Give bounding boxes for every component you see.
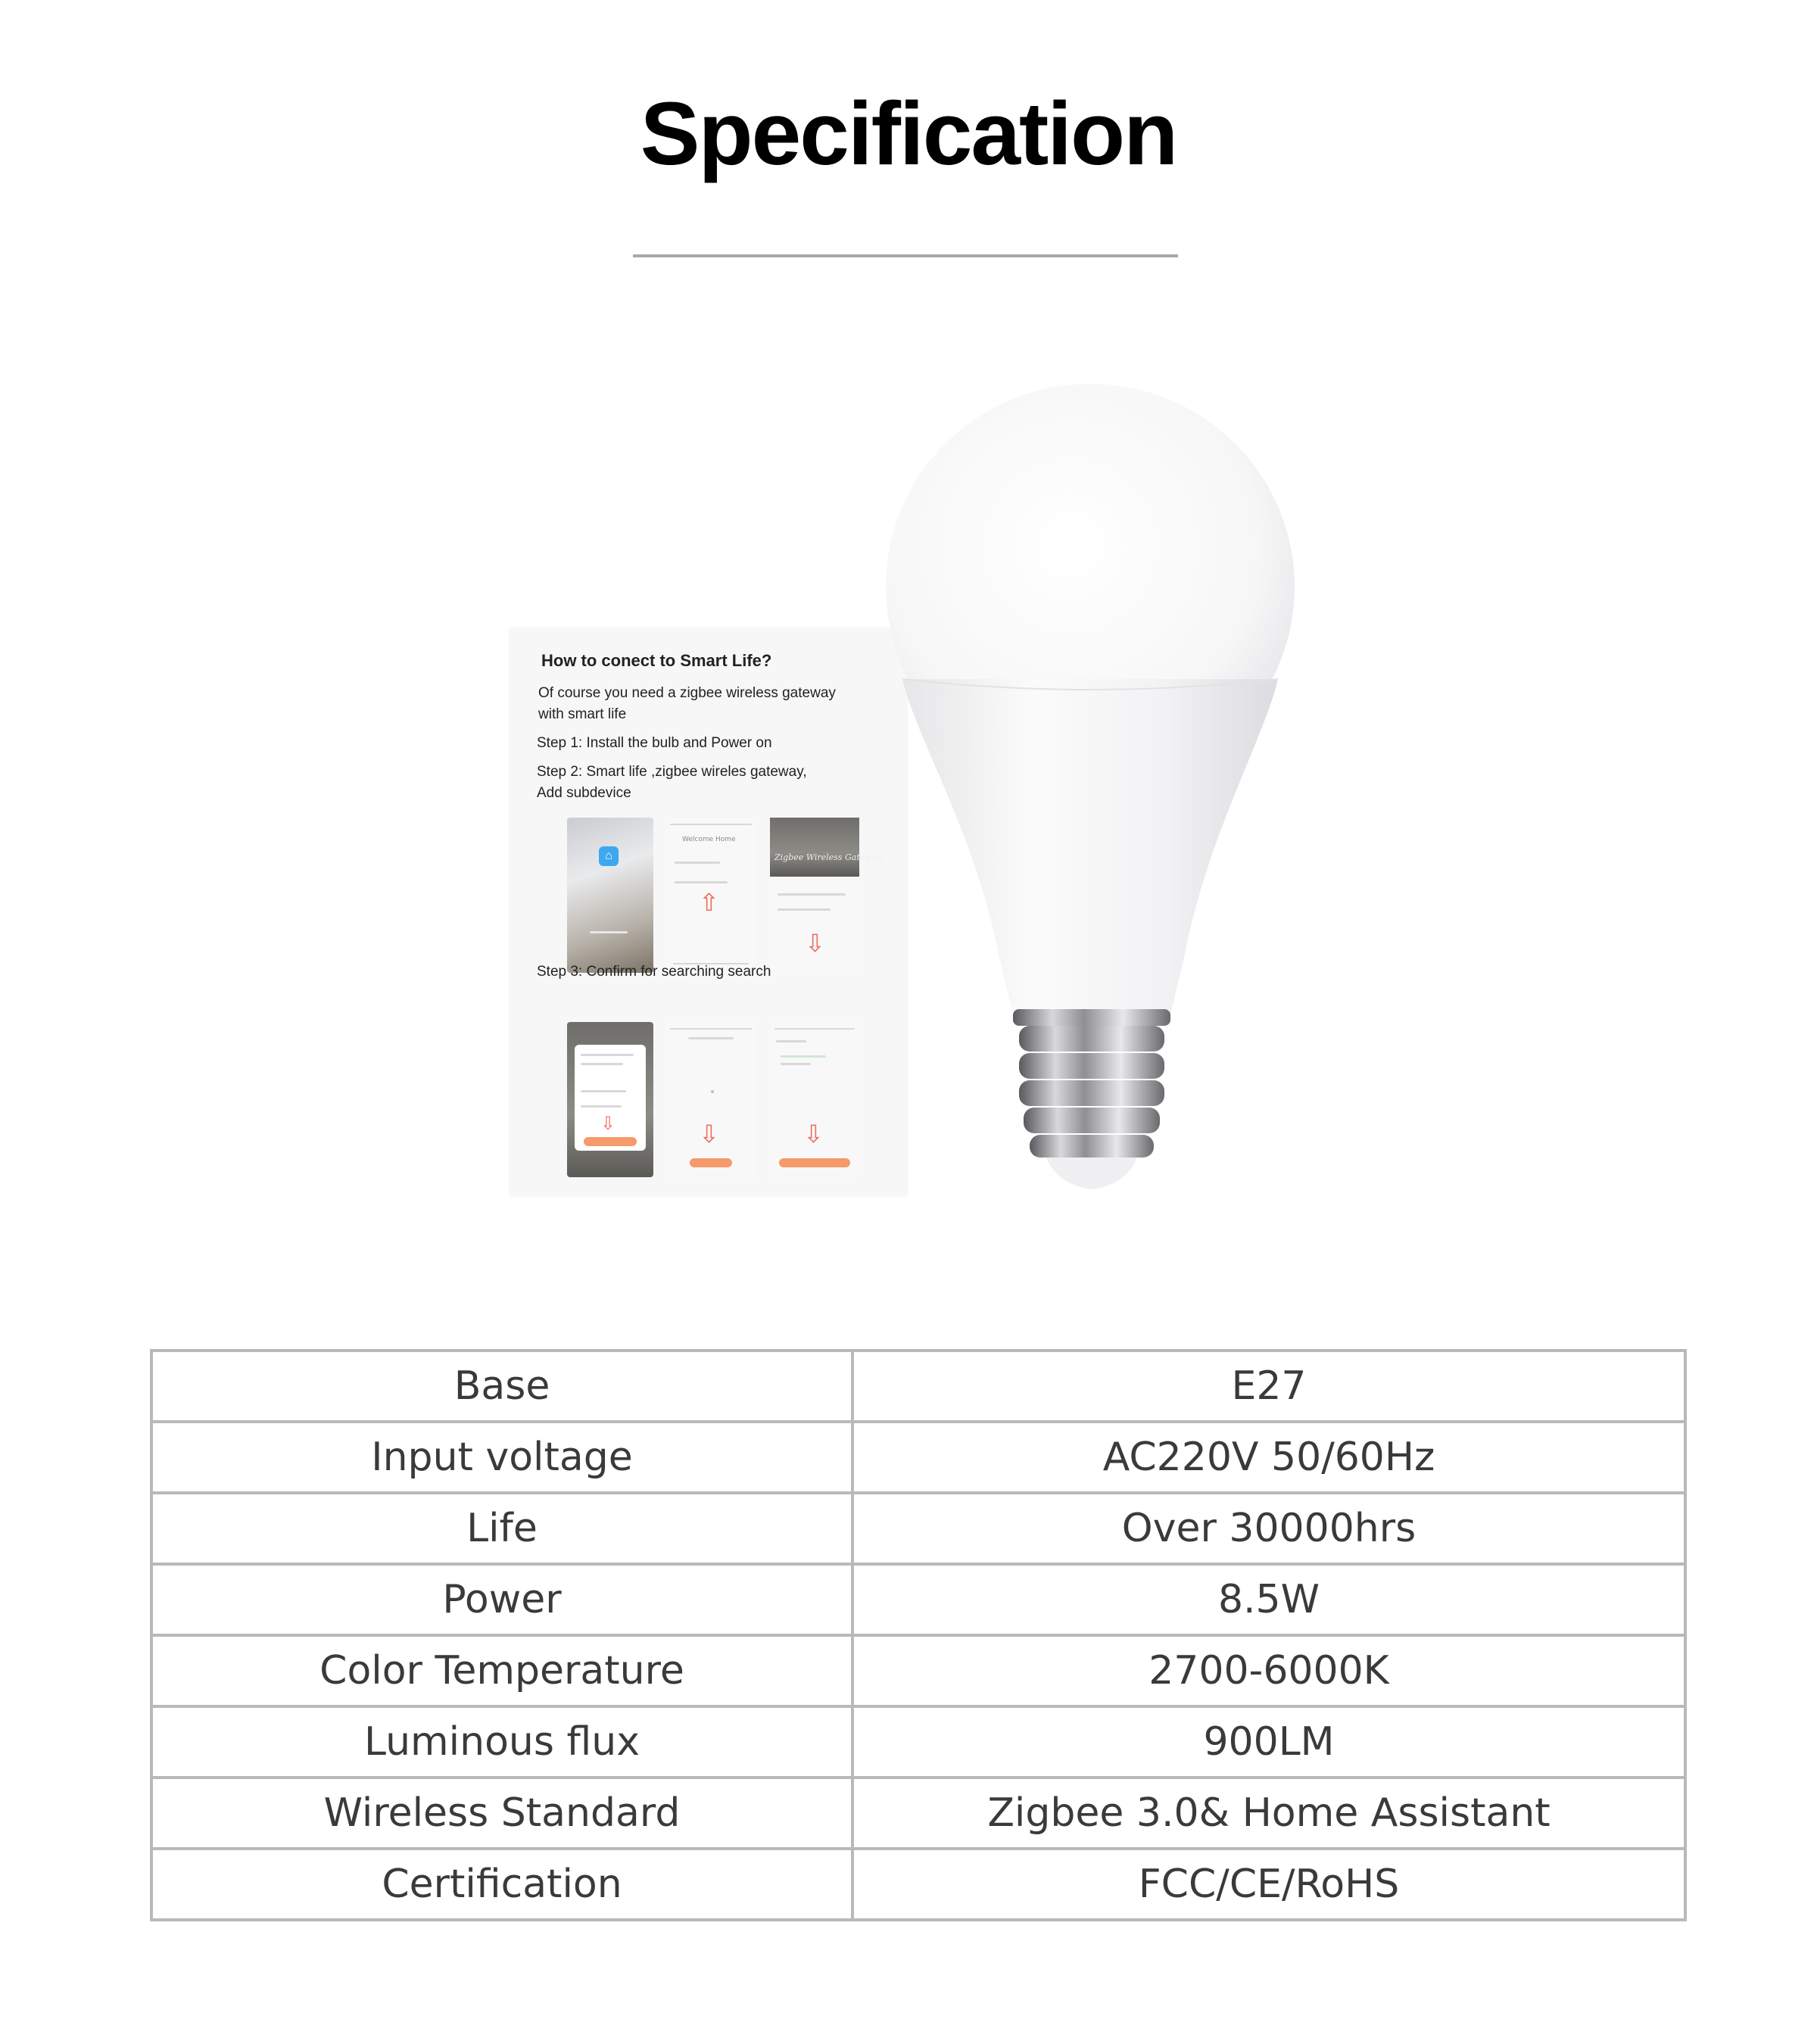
welcome-home-text: Welcome Home [682,836,736,843]
specification-table [150,1349,1687,1921]
bulb-screw-thread [1019,1026,1164,1158]
manual-title: How to conect to Smart Life? [541,651,772,670]
spec-value: Zigbee 3.0& Home Assistant [852,1778,1685,1849]
table-row [151,1564,1685,1635]
spec-label: Power [151,1564,852,1635]
app-store-screenshot [567,818,653,973]
spec-value: E27 [852,1351,1685,1422]
manual-step1: Step 1: Install the bulb and Power on [537,735,772,751]
spec-value: Over 30000hrs [852,1493,1685,1564]
gateway-overlay-label: Zigbee Wireless Gateway [774,852,882,862]
manual-intro-line1: Of course you need a zigbee wireless gateway [538,685,836,701]
app-home-screenshot [665,818,756,973]
bulb-base-collar [1013,1009,1170,1026]
searching-screenshot [665,1022,756,1177]
bulb-body [902,679,1278,1014]
instruction-manual-card [510,628,907,1196]
arrow-down-icon: ⇩ [600,1113,616,1134]
table-row [151,1778,1685,1849]
table-row [151,1849,1685,1920]
spec-value: 900LM [852,1706,1685,1778]
gateway-screenshot [770,818,882,973]
confirm-dialog [575,1045,646,1151]
arrow-down-icon: ⇩ [699,1120,719,1148]
spec-label: Luminous flux [151,1706,852,1778]
arrow-down-icon: ⇩ [803,1120,824,1148]
manual-step2-line2: Add subdevice [537,785,631,801]
spec-label: Wireless Standard [151,1778,852,1849]
table-row [151,1422,1685,1493]
device-found-screenshot [770,1022,859,1177]
spec-label: Input voltage [151,1422,852,1493]
table-row [151,1635,1685,1706]
light-bulb-image [886,382,1310,1230]
spec-value: AC220V 50/60Hz [852,1422,1685,1493]
spec-value: FCC/CE/RoHS [852,1849,1685,1920]
manual-step2-line1: Step 2: Smart life ,zigbee wireles gateway, [537,764,807,780]
confirm-dialog-screenshot [567,1022,653,1177]
spec-label: Base [151,1351,852,1422]
spec-label: Color Temperature [151,1635,852,1706]
spec-value: 8.5W [852,1564,1685,1635]
table-row [151,1706,1685,1778]
table-row [151,1493,1685,1564]
arrow-down-icon: ⇩ [805,929,825,958]
bulb-base-tip [1046,1158,1137,1189]
table-row [151,1351,1685,1422]
page-title: Specification [640,84,1177,184]
spec-value: 2700-6000K [852,1635,1685,1706]
manual-step3: Step 3: Confirm for searching search [537,964,771,980]
spec-label: Life [151,1493,852,1564]
title-divider [633,254,1178,257]
arrow-up-icon: ⇧ [699,888,719,917]
manual-intro-line2: with smart life [538,706,627,722]
spec-label: Certification [151,1849,852,1920]
smart-life-app-icon: ⌂ [599,846,619,866]
